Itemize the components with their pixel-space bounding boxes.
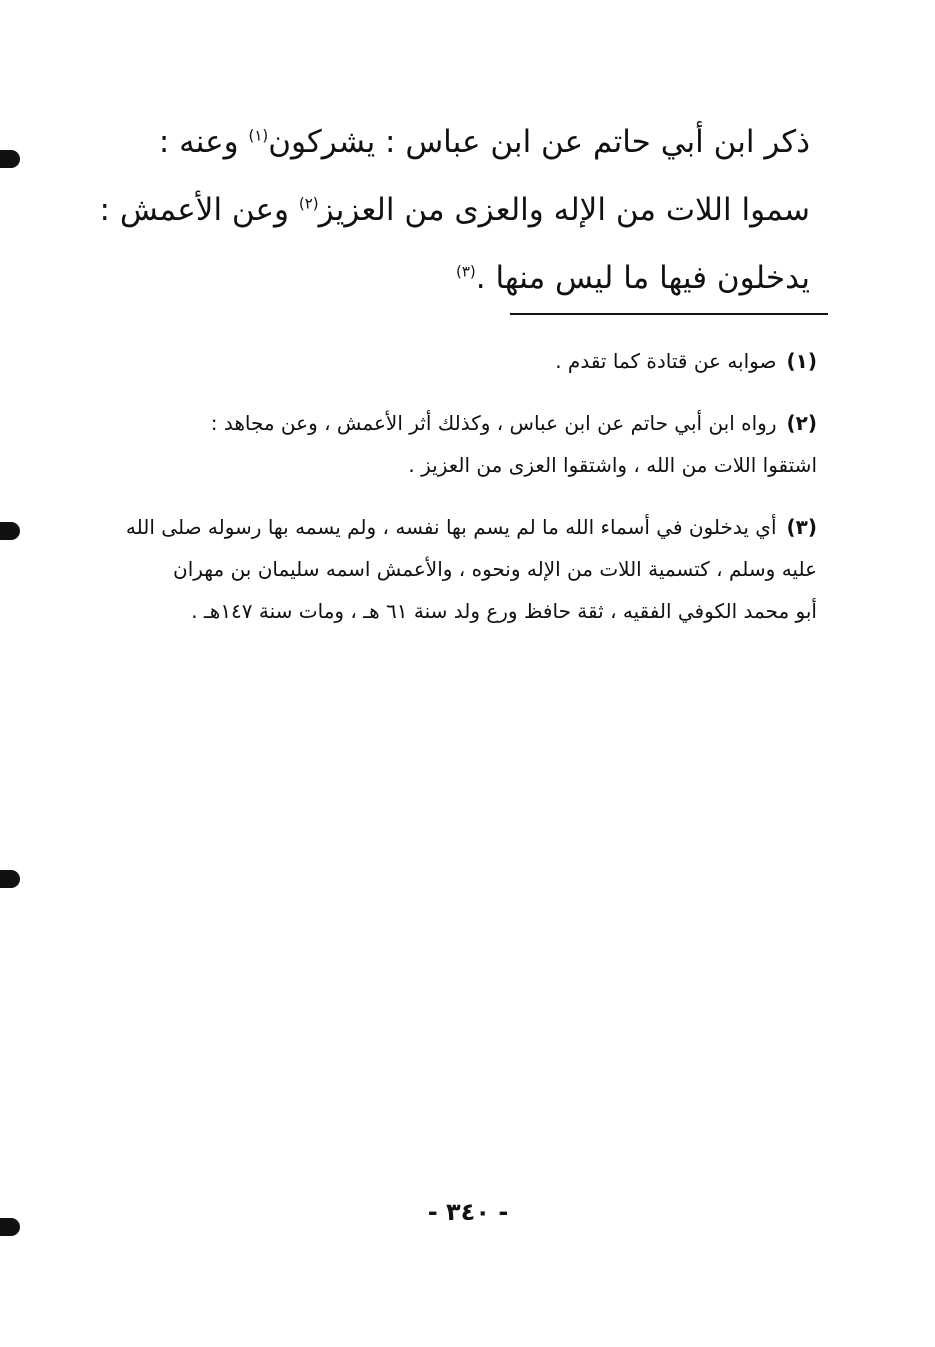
footnote-line [117,340,817,382]
footnote-ref-1: (١) [248,126,269,145]
main-line-2-after: وعن الأعمش : [99,192,299,228]
main-line-1-before: ذكر ابن أبي حاتم عن ابن عباس : يشركون [268,124,810,160]
main-line-2-before: سموا اللات من الإله والعزى من العزيز [318,192,810,228]
footnote-line [117,402,817,444]
main-line-1 [120,108,810,176]
footnote-ref-3: (٣) [456,262,476,281]
binding-mark [0,150,20,168]
footnote-3 [117,506,817,632]
footnote-separator [510,313,828,315]
footnote-number: (٢) [786,411,817,435]
footnote-text: أي يدخلون في أسماء الله ما لم يسم بها نفسه ، ولم يسمه بها رسوله صلى الله [125,515,777,539]
footnote-number: (١) [786,349,817,373]
binding-mark [0,522,20,540]
footnote-line: أبو محمد الكوفي الفقيه ، ثقة حافظ ورع ولد سنة ٦١ هـ ، ومات سنة ١٤٧هـ . [191,599,817,623]
main-text [99,108,810,312]
main-line-3 [120,244,810,312]
binding-mark [0,1218,20,1236]
footnote-1 [117,340,817,382]
main-line-2 [99,176,810,244]
main-line-3-before: يدخلون فيها ما ليس منها . [475,260,810,296]
footnote-line: اشتقوا اللات من الله ، واشتقوا العزى من العزيز . [408,453,817,477]
footnote-ref-2: (٢) [298,194,319,213]
footnote-number: (٣) [786,515,817,539]
main-line-1-after: وعنه : [158,124,249,160]
footnotes [117,340,817,652]
page-number: - ٣٤٠ - [427,1198,509,1226]
footnote-text: صوابه عن قتادة كما تقدم . [555,349,777,373]
binding-mark [0,870,20,888]
footnote-line: عليه وسلم ، كتسمية اللات من الإله ونحوه ، والأعمش اسمه سليمان بن مهران [173,557,817,581]
footnote-2 [117,402,817,486]
footnote-text: رواه ابن أبي حاتم عن ابن عباس ، وكذلك أثر الأعمش ، وعن مجاهد : [210,411,777,435]
footnote-line [117,506,817,548]
